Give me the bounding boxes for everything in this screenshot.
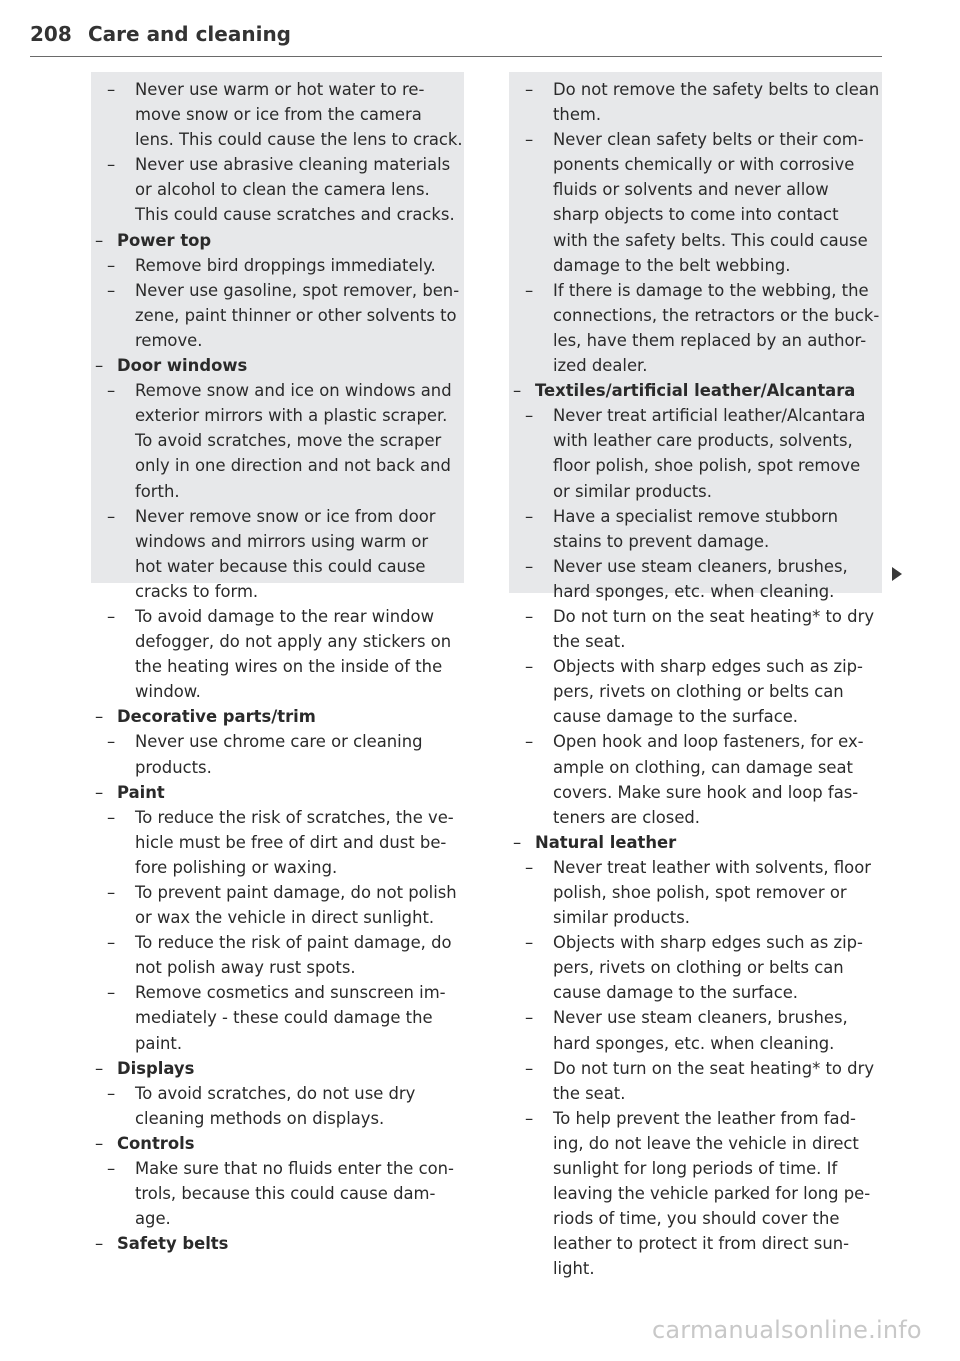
section-heading-item bbox=[95, 353, 464, 378]
text-line: move snow or ice from the camera bbox=[135, 105, 422, 125]
text-line: To avoid scratches, do not use dry bbox=[135, 1083, 416, 1103]
page-header bbox=[30, 22, 882, 57]
text-line: Do not turn on the seat heating* to dry bbox=[553, 1058, 875, 1078]
dash-marker: – bbox=[95, 1133, 104, 1153]
section-heading-item bbox=[95, 228, 464, 253]
text-line: or alcohol to clean the camera lens. bbox=[135, 180, 430, 200]
page-number: 208 bbox=[30, 22, 72, 46]
bullet-item bbox=[517, 1005, 882, 1055]
left-column-content bbox=[95, 72, 464, 1256]
text-line: Do not turn on the seat heating* to dry bbox=[553, 606, 875, 626]
section-heading-item bbox=[513, 378, 882, 403]
text-line: Never use abrasive cleaning materials bbox=[135, 155, 451, 175]
text-line: defogger, do not apply any stickers on bbox=[135, 632, 452, 652]
text-line: mediately - these could damage the bbox=[135, 1008, 433, 1028]
dash-marker: – bbox=[525, 1108, 534, 1128]
text-line: sharp objects to come into contact bbox=[553, 205, 839, 225]
bullet-item bbox=[517, 930, 882, 1005]
text-line: floor polish, shoe polish, spot remove bbox=[553, 456, 861, 476]
bullet-item bbox=[99, 1156, 464, 1231]
text-line: Displays bbox=[117, 1058, 195, 1078]
text-line: teners are closed. bbox=[553, 807, 701, 827]
text-line: ized dealer. bbox=[553, 356, 648, 376]
dash-marker: – bbox=[107, 506, 116, 526]
text-line: only in one direction and not back and bbox=[135, 456, 451, 476]
text-line: les, have them replaced by an author- bbox=[553, 330, 867, 350]
text-line: Never use gasoline, spot remover, ben- bbox=[135, 280, 460, 300]
text-line: pers, rivets on clothing or belts can bbox=[553, 958, 844, 978]
text-line: Power top bbox=[117, 230, 212, 250]
text-line: leather to protect it from direct sun- bbox=[553, 1234, 850, 1254]
bullet-item bbox=[99, 504, 464, 604]
bullet-item bbox=[517, 554, 882, 604]
dash-marker: – bbox=[107, 807, 116, 827]
bullet-item bbox=[517, 604, 882, 654]
text-line: fore polishing or waxing. bbox=[135, 857, 338, 877]
text-line: windows and mirrors using warm or bbox=[135, 531, 429, 551]
bullet-item bbox=[99, 930, 464, 980]
text-line: trols, because this could cause dam- bbox=[135, 1184, 436, 1204]
text-line: Never use steam cleaners, brushes, bbox=[553, 1008, 848, 1028]
left-column bbox=[91, 72, 464, 1254]
text-line: Safety belts bbox=[117, 1234, 229, 1254]
dash-marker: – bbox=[525, 506, 534, 526]
dash-marker: – bbox=[525, 556, 534, 576]
text-line: Never treat leather with solvents, floor bbox=[553, 857, 871, 877]
bullet-item bbox=[99, 278, 464, 353]
text-line: Remove cosmetics and sunscreen im- bbox=[135, 983, 446, 1003]
text-line: hard sponges, etc. when cleaning. bbox=[553, 581, 835, 601]
dash-marker: – bbox=[525, 280, 534, 300]
section-heading-item bbox=[95, 780, 464, 805]
bullet-item bbox=[517, 1056, 882, 1106]
bullet-item bbox=[99, 77, 464, 152]
text-line: To avoid damage to the rear window bbox=[135, 606, 434, 626]
text-line: paint. bbox=[135, 1033, 183, 1053]
continue-arrow-icon bbox=[892, 567, 902, 581]
text-line: the heating wires on the inside of the bbox=[135, 657, 443, 677]
text-line: Textiles/artificial leather/Alcantara bbox=[535, 381, 856, 401]
dash-marker: – bbox=[525, 732, 534, 752]
dash-marker: – bbox=[107, 933, 116, 953]
bullet-item bbox=[99, 1081, 464, 1131]
section-heading-item bbox=[95, 1231, 464, 1256]
right-column-content bbox=[513, 72, 882, 1282]
section-heading-item bbox=[95, 1056, 464, 1081]
dash-marker: – bbox=[525, 130, 534, 150]
bullet-item bbox=[517, 403, 882, 503]
text-line: damage to the belt webbing. bbox=[553, 255, 791, 275]
text-line: sunlight for long periods of time. If bbox=[553, 1159, 838, 1179]
text-line: covers. Make sure hook and loop fas- bbox=[553, 782, 859, 802]
text-line: the seat. bbox=[553, 1083, 626, 1103]
text-line: hicle must be free of dirt and dust be- bbox=[135, 832, 447, 852]
dash-marker: – bbox=[95, 707, 104, 727]
text-line: riods of time, you should cover the bbox=[553, 1209, 840, 1229]
bullet-item bbox=[517, 504, 882, 554]
text-line: similar products. bbox=[553, 908, 690, 928]
text-line: or similar products. bbox=[553, 481, 712, 501]
dash-marker: – bbox=[107, 1159, 116, 1179]
text-line: polish, shoe polish, spot remover or bbox=[553, 883, 847, 902]
bullet-item bbox=[517, 855, 882, 930]
dash-marker: – bbox=[107, 883, 116, 902]
dash-marker: – bbox=[95, 1234, 104, 1254]
text-line: Open hook and loop fasteners, for ex- bbox=[553, 732, 864, 752]
bullet-item bbox=[99, 805, 464, 880]
text-line: This could cause scratches and cracks. bbox=[135, 205, 455, 225]
dash-marker: – bbox=[525, 406, 534, 426]
footer-watermark: carmanualsonline.info bbox=[652, 1316, 922, 1344]
text-line: remove. bbox=[135, 330, 203, 350]
text-line: cause damage to the surface. bbox=[553, 707, 798, 727]
bullet-item bbox=[99, 880, 464, 930]
bullet-item bbox=[99, 253, 464, 278]
text-line: hard sponges, etc. when cleaning. bbox=[553, 1033, 835, 1053]
dash-marker: – bbox=[107, 255, 116, 275]
text-line: Door windows bbox=[117, 356, 248, 376]
text-line: products. bbox=[135, 757, 212, 777]
dash-marker: – bbox=[107, 80, 116, 99]
section-heading-item bbox=[95, 1131, 464, 1156]
text-line: Never remove snow or ice from door bbox=[135, 506, 436, 526]
text-line: Natural leather bbox=[535, 832, 677, 852]
dash-marker: – bbox=[107, 1083, 116, 1103]
bullet-item bbox=[517, 278, 882, 378]
text-line: Never treat artificial leather/Alcantara bbox=[553, 406, 866, 426]
text-line: Decorative parts/trim bbox=[117, 707, 316, 727]
text-line: To avoid scratches, move the scraper bbox=[135, 431, 442, 451]
bullet-item bbox=[517, 127, 882, 278]
text-line: Never use steam cleaners, brushes, bbox=[553, 556, 848, 576]
text-line: Objects with sharp edges such as zip- bbox=[553, 657, 863, 677]
section-heading-item bbox=[513, 830, 882, 855]
dash-marker: – bbox=[107, 280, 116, 300]
dash-marker: – bbox=[525, 80, 534, 99]
text-line: them. bbox=[553, 105, 602, 125]
section-title: Care and cleaning bbox=[88, 22, 291, 46]
dash-marker: – bbox=[513, 381, 522, 401]
section-heading-item bbox=[95, 704, 464, 729]
text-line: pers, rivets on clothing or belts can bbox=[553, 682, 844, 702]
dash-marker: – bbox=[525, 857, 534, 877]
text-line: not polish away rust spots. bbox=[135, 958, 356, 978]
text-line: with the safety belts. This could cause bbox=[553, 230, 868, 250]
text-line: exterior mirrors with a plastic scraper. bbox=[135, 406, 448, 426]
bullet-item bbox=[99, 729, 464, 779]
dash-marker: – bbox=[95, 1058, 104, 1078]
text-line: light. bbox=[553, 1259, 595, 1279]
text-line: ponents chemically or with corrosive bbox=[553, 155, 855, 175]
dash-marker: – bbox=[95, 356, 104, 376]
text-line: fluids or solvents and never allow bbox=[553, 180, 829, 200]
text-line: Remove snow and ice on windows and bbox=[135, 381, 452, 401]
right-column bbox=[509, 72, 882, 1279]
text-line: To reduce the risk of paint damage, do bbox=[135, 933, 452, 953]
text-line: zene, paint thinner or other solvents to bbox=[135, 305, 457, 325]
bullet-item bbox=[517, 77, 882, 127]
dash-marker: – bbox=[525, 1058, 534, 1078]
text-line: cracks to form. bbox=[135, 581, 259, 601]
bullet-item bbox=[517, 1106, 882, 1282]
text-line: Remove bird droppings immediately. bbox=[135, 255, 436, 275]
text-line: age. bbox=[135, 1209, 171, 1229]
text-line: To help prevent the leather from fad- bbox=[553, 1108, 856, 1128]
text-line: the seat. bbox=[553, 632, 626, 652]
text-line: Objects with sharp edges such as zip- bbox=[553, 933, 863, 953]
dash-marker: – bbox=[525, 933, 534, 953]
text-line: lens. This could cause the lens to crack. bbox=[135, 130, 463, 150]
text-line: ing, do not leave the vehicle in direct bbox=[553, 1133, 859, 1153]
dash-marker: – bbox=[107, 381, 116, 401]
text-line: Do not remove the safety belts to clean bbox=[553, 80, 880, 99]
dash-marker: – bbox=[107, 155, 116, 175]
text-line: To reduce the risk of scratches, the ve- bbox=[135, 807, 454, 827]
dash-marker: – bbox=[107, 983, 116, 1003]
text-line: leaving the vehicle parked for long pe- bbox=[553, 1184, 871, 1204]
dash-marker: – bbox=[525, 606, 534, 626]
dash-marker: – bbox=[107, 606, 116, 626]
text-line: connections, the retractors or the buck- bbox=[553, 305, 880, 325]
text-line: If there is damage to the webbing, the bbox=[553, 280, 869, 300]
bullet-item bbox=[99, 378, 464, 503]
dash-marker: – bbox=[95, 782, 104, 802]
text-line: hot water because this could cause bbox=[135, 556, 426, 576]
text-line: Have a specialist remove stubborn bbox=[553, 506, 839, 526]
text-line: forth. bbox=[135, 481, 180, 501]
text-line: Never use chrome care or cleaning bbox=[135, 732, 423, 752]
bullet-item bbox=[99, 152, 464, 227]
text-line: with leather care products, solvents, bbox=[553, 431, 853, 451]
text-line: Paint bbox=[117, 782, 165, 802]
dash-marker: – bbox=[525, 657, 534, 677]
text-line: cause damage to the surface. bbox=[553, 983, 798, 1003]
bullet-item bbox=[99, 604, 464, 704]
bullet-item bbox=[99, 980, 464, 1055]
text-line: ample on clothing, can damage seat bbox=[553, 757, 853, 777]
text-line: cleaning methods on displays. bbox=[135, 1108, 385, 1128]
text-line: To prevent paint damage, do not polish bbox=[135, 883, 457, 902]
dash-marker: – bbox=[513, 832, 522, 852]
text-line: stains to prevent damage. bbox=[553, 531, 770, 551]
dash-marker: – bbox=[107, 732, 116, 752]
bullet-item bbox=[517, 729, 882, 829]
text-line: Never use warm or hot water to re- bbox=[135, 80, 425, 99]
bullet-item bbox=[517, 654, 882, 729]
dash-marker: – bbox=[95, 230, 104, 250]
text-line: Make sure that no fluids enter the con- bbox=[135, 1159, 454, 1179]
text-line: or wax the vehicle in direct sunlight. bbox=[135, 908, 435, 928]
dash-marker: – bbox=[525, 1008, 534, 1028]
text-line: Never clean safety belts or their com- bbox=[553, 130, 864, 150]
text-line: window. bbox=[135, 682, 201, 702]
text-line: Controls bbox=[117, 1133, 195, 1153]
